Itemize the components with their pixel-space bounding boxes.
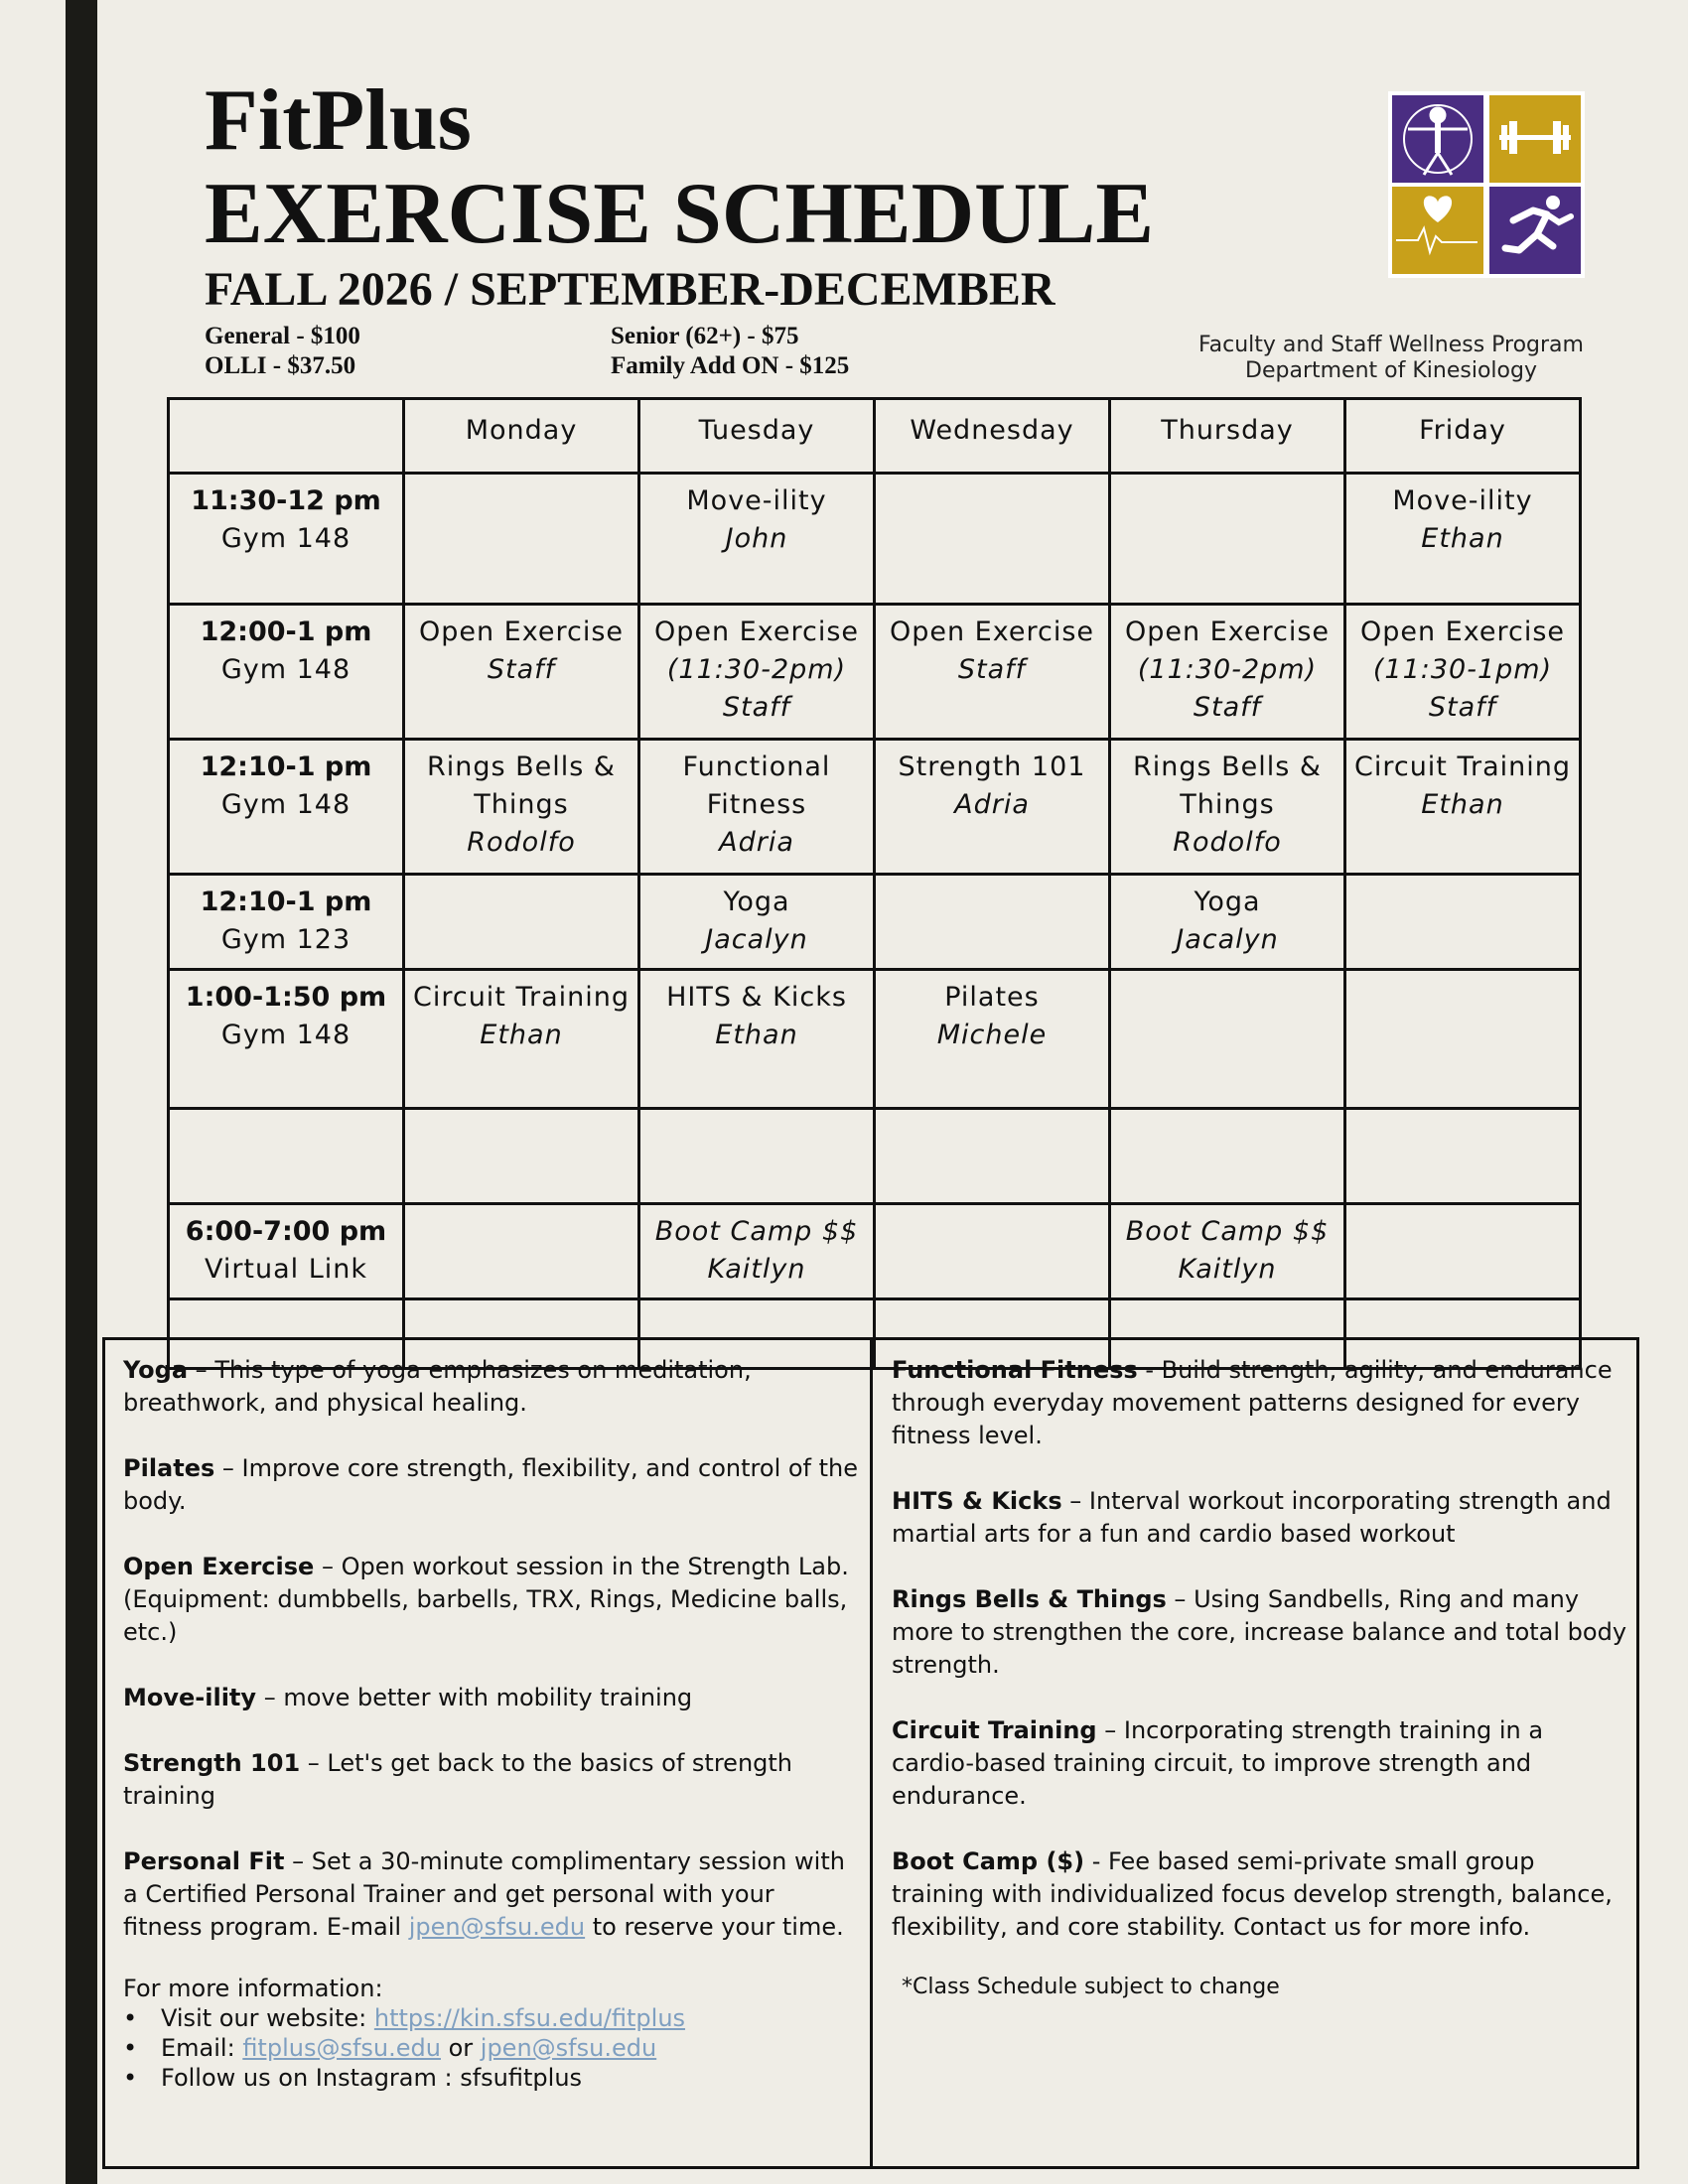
description-text: Build strength, agility, and endurance through everyday movement patterns designed for every fitness level.: [892, 1356, 1613, 1449]
description-term: HITS & Kicks: [892, 1487, 1062, 1515]
class-cell: [639, 474, 875, 605]
class-hours: (11:30-1pm): [1372, 654, 1553, 685]
instructor-name: John: [725, 523, 788, 554]
description-item: Functional Fitness - Build strength, agility, and endurance through everyday movement patterns designed for every fitness level.: [892, 1356, 1613, 1449]
description-text: Incorporating strength training in a cardio-based training circuit, to improve strength and endurance.: [892, 1716, 1544, 1810]
description-text: Using Sandbells, Ring and many more to strengthen the core, increase balance and total body strength.: [892, 1585, 1627, 1679]
class-name: Open Exercise: [1124, 616, 1331, 647]
class-cell: [1345, 970, 1581, 1109]
instructor-name: Kaitlyn: [707, 1254, 806, 1285]
description-term: Circuit Training: [892, 1716, 1097, 1744]
schedule-row: [169, 970, 1581, 1109]
instructor-name: Rodolfo: [1173, 827, 1282, 858]
class-cell: [404, 1109, 639, 1204]
location: Gym 123: [220, 924, 352, 955]
instagram-item: • Follow us on Instagram : sfsufitplus: [123, 2063, 685, 2093]
class-name: Strength 101: [898, 751, 1086, 782]
day-header: Friday: [1345, 399, 1581, 474]
price-general: General - $100: [205, 323, 360, 349]
description-text: Let's get back to the basics of strength training: [123, 1749, 793, 1810]
class-cell: [404, 970, 639, 1109]
class-name: HITS & Kicks: [666, 982, 847, 1013]
instructor-name: Ethan: [480, 1020, 563, 1050]
class-cell: [639, 605, 875, 740]
instructor-name: Jacalyn: [705, 924, 808, 955]
class-cell: [875, 474, 1110, 605]
descriptions-divider: [870, 1337, 873, 2169]
descriptions-right-column: [892, 1354, 1626, 2003]
department-name: Department of Kinesiology: [1245, 358, 1537, 383]
description-personal-fit: Personal Fit – Set a 30-minute complimentary session with a Certified Personal Trainer and get personal with your fitness program. E-mail jpen@sfsu.edu to reserve your time.: [123, 1847, 845, 1941]
day-header: Tuesday: [639, 399, 875, 474]
instructor-name: Ethan: [1421, 523, 1504, 554]
instructor-name: Staff: [1193, 692, 1262, 723]
class-cell: [404, 740, 639, 875]
description-term: Personal Fit: [123, 1847, 285, 1875]
time-cell: [169, 1204, 404, 1299]
description-term: Yoga: [123, 1356, 189, 1384]
description-text: This type of yoga emphasizes on meditation, breathwork, and physical healing.: [123, 1356, 752, 1417]
instructor-name: Staff: [487, 654, 556, 685]
email-item: • Email: fitplus@sfsu.edu or jpen@sfsu.edu: [123, 2033, 685, 2063]
schedule-row: [169, 605, 1581, 740]
corner-cell: [169, 399, 404, 474]
schedule-row: [169, 474, 1581, 605]
class-cell: [404, 605, 639, 740]
class-cell: [1345, 1204, 1581, 1299]
description-item: Open Exercise – Open workout session in the Strength Lab. (Equipment: dumbbells, barbells, TRX, Rings, Medicine balls, etc.): [123, 1553, 849, 1646]
class-name: Open Exercise: [1359, 616, 1566, 647]
description-text: Interval workout incorporating strength and martial arts for a fun and cardio based workout: [892, 1487, 1612, 1548]
location: Gym 148: [220, 1020, 352, 1050]
time-range: 12:10-1 pm: [200, 887, 372, 917]
time-range: 1:00-1:50 pm: [185, 982, 387, 1013]
time-cell: [169, 1109, 404, 1204]
class-cell: [404, 875, 639, 970]
website-item: • Visit our website: https://kin.sfsu.edu/fitplus: [123, 2003, 685, 2033]
instructor-name: Adria: [719, 827, 794, 858]
time-range: 6:00-7:00 pm: [185, 1216, 387, 1247]
schedule-row: [169, 740, 1581, 875]
description-term: Pilates: [123, 1454, 215, 1482]
description-term: Open Exercise: [123, 1553, 315, 1580]
class-cell: [404, 474, 639, 605]
instructor-name: Ethan: [715, 1020, 798, 1050]
page-subtitle: EXERCISE SCHEDULE: [205, 166, 1155, 262]
class-cell: [1345, 740, 1581, 875]
page-title: FitPlus: [205, 72, 472, 169]
class-cell: [875, 740, 1110, 875]
jpen-email-link[interactable]: jpen@sfsu.edu: [480, 2034, 657, 2062]
time-cell: [169, 740, 404, 875]
class-cell: [1110, 1109, 1345, 1204]
term-heading: FALL 2026 / SEPTEMBER-DECEMBER: [205, 263, 1055, 316]
description-item: Boot Camp ($) - Fee based semi-private small group training with individualized focus develop strength, balance, flexibility, and core stability. Contact us for more info.: [892, 1847, 1613, 1941]
email-link[interactable]: jpen@sfsu.edu: [408, 1913, 586, 1941]
class-cell: [1345, 1109, 1581, 1204]
class-name: Pilates: [944, 982, 1040, 1013]
class-cell: [639, 970, 875, 1109]
descriptions-left-column: [123, 1354, 858, 1977]
time-cell: [169, 875, 404, 970]
description-item: Circuit Training – Incorporating strength training in a cardio-based training circuit, to improve strength and endurance.: [892, 1716, 1544, 1810]
class-hours: (11:30-2pm): [666, 654, 847, 685]
class-name: Open Exercise: [418, 616, 625, 647]
instructor-name: Jacalyn: [1176, 924, 1279, 955]
location: Virtual Link: [204, 1254, 368, 1285]
description-term: Rings Bells & Things: [892, 1585, 1167, 1613]
class-cell: [639, 875, 875, 970]
location: Gym 148: [220, 789, 352, 820]
location: Gym 148: [220, 654, 352, 685]
time-cell: [169, 605, 404, 740]
description-item: HITS & Kicks – Interval workout incorporating strength and martial arts for a fun and cardio based workout: [892, 1487, 1612, 1548]
class-cell: [1110, 1204, 1345, 1299]
instructor-name: Rodolfo: [467, 827, 576, 858]
class-cell: [1110, 740, 1345, 875]
time-cell: [169, 970, 404, 1109]
day-header: Wednesday: [875, 399, 1110, 474]
price-family: Family Add ON - $125: [611, 352, 850, 379]
schedule-header-row: [169, 399, 1581, 474]
class-cell: [1345, 875, 1581, 970]
instructor-name: Staff: [722, 692, 791, 723]
description-item: Yoga – This type of yoga emphasizes on meditation, breathwork, and physical healing.: [123, 1356, 752, 1417]
description-text: move better with mobility training: [283, 1684, 693, 1711]
description-item: Pilates – Improve core strength, flexibility, and control of the body.: [123, 1454, 859, 1515]
description-item: Move-ility – move better with mobility training: [123, 1684, 693, 1711]
instructor-name: Ethan: [1421, 789, 1504, 820]
class-cell: [875, 1204, 1110, 1299]
side-bar: [66, 0, 97, 2184]
class-name: Rings Bells & Things: [426, 751, 616, 820]
instructor-name: Michele: [936, 1020, 1048, 1050]
price-senior: Senior (62+) - $75: [611, 323, 799, 349]
fitplus-logo: [1388, 91, 1585, 278]
description-term: Boot Camp ($): [892, 1847, 1085, 1875]
schedule-row: [169, 875, 1581, 970]
day-header: Monday: [404, 399, 639, 474]
class-cell: [1345, 474, 1581, 605]
class-name: Circuit Training: [1353, 751, 1572, 782]
class-cell: [639, 740, 875, 875]
description-term: Functional Fitness: [892, 1356, 1138, 1384]
description-item: Rings Bells & Things – Using Sandbells, Ring and many more to strengthen the core, increase balance and total body strength.: [892, 1585, 1627, 1679]
class-cell: [1110, 970, 1345, 1109]
description-term: Strength 101: [123, 1749, 301, 1777]
description-text: Improve core strength, flexibility, and control of the body.: [123, 1454, 859, 1515]
class-name: Open Exercise: [653, 616, 860, 647]
schedule-row: [169, 1109, 1581, 1204]
class-name: Move-ility: [1392, 485, 1533, 516]
instructor-name: Staff: [1428, 692, 1497, 723]
description-term: Move-ility: [123, 1684, 257, 1711]
class-cell: [1110, 605, 1345, 740]
instructor-name: Adria: [954, 789, 1030, 820]
schedule-row: [169, 1204, 1581, 1299]
location: Gym 148: [220, 523, 352, 554]
class-cell: [404, 1204, 639, 1299]
class-cell: [875, 1109, 1110, 1204]
description-item: Strength 101 – Let's get back to the basics of strength training: [123, 1749, 793, 1810]
website-link[interactable]: https://kin.sfsu.edu/fitplus: [373, 2004, 686, 2032]
class-name: Move-ility: [686, 485, 827, 516]
class-cell: [1345, 605, 1581, 740]
description-text: Open workout session in the Strength Lab. (Equipment: dumbbells, barbells, TRX, Rings, Medicine balls, etc.): [123, 1553, 849, 1646]
time-range: 12:10-1 pm: [200, 751, 372, 782]
class-name: Yoga: [1194, 887, 1261, 917]
class-name: Yoga: [723, 887, 790, 917]
class-cell: [1110, 875, 1345, 970]
class-name: Functional Fitness: [682, 751, 831, 820]
class-name: Boot Camp $$: [1125, 1216, 1330, 1247]
class-cell: [875, 970, 1110, 1109]
class-hours: (11:30-2pm): [1137, 654, 1318, 685]
time-range: 12:00-1 pm: [200, 616, 372, 647]
instructor-name: Staff: [957, 654, 1027, 685]
class-cell: [875, 605, 1110, 740]
description-text: Fee based semi-private small group training with individualized focus develop strength, balance, flexibility, and core stability. Contact us for more info.: [892, 1847, 1613, 1941]
class-name: Rings Bells & Things: [1132, 751, 1322, 820]
price-olli: OLLI - $37.50: [205, 352, 356, 379]
class-cell: [1110, 474, 1345, 605]
instructor-name: Kaitlyn: [1178, 1254, 1277, 1285]
more-info-heading: For more information:: [123, 1975, 383, 2002]
class-cell: [639, 1204, 875, 1299]
time-range: 11:30-12 pm: [191, 485, 381, 516]
more-info: [123, 1974, 685, 2093]
class-name: Circuit Training: [412, 982, 631, 1013]
time-cell: [169, 474, 404, 605]
fitplus-email-link[interactable]: fitplus@sfsu.edu: [242, 2034, 441, 2062]
schedule-note: *Class Schedule subject to change: [902, 1975, 1280, 1999]
class-cell: [875, 875, 1110, 970]
exercise-schedule-table: [167, 397, 1582, 1370]
class-name: Boot Camp $$: [654, 1216, 859, 1247]
day-header: Thursday: [1110, 399, 1345, 474]
class-name: Open Exercise: [889, 616, 1095, 647]
class-cell: [639, 1109, 875, 1204]
program-name: Faculty and Staff Wellness Program: [1198, 333, 1584, 357]
